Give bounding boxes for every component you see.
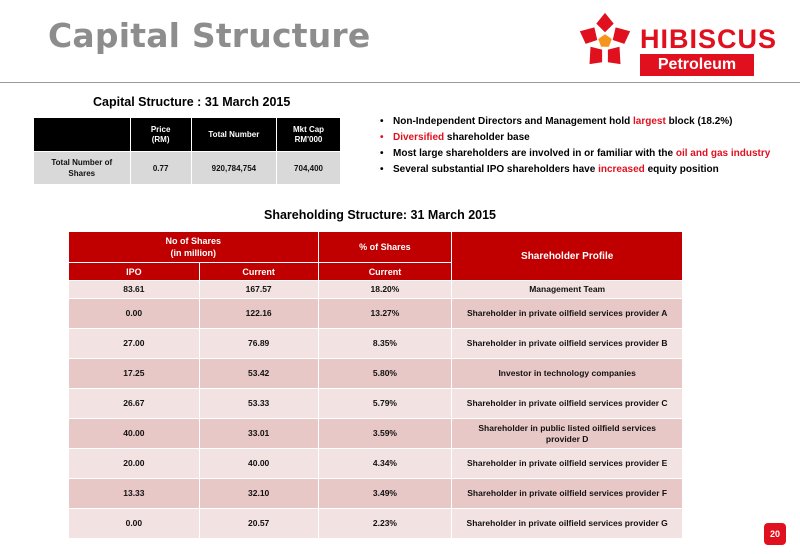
table-header-row	[69, 232, 683, 263]
table-row	[69, 509, 683, 539]
cell-current: 167.57	[199, 281, 318, 299]
table-row	[69, 389, 683, 419]
cell-pct: 4.34%	[318, 449, 452, 479]
text: block (18.2%)	[665, 116, 733, 127]
table-row	[69, 479, 683, 509]
cell-profile: Investor in technology companies	[452, 359, 683, 389]
shareholding-table	[68, 231, 683, 539]
logo-wordmark-petroleum: Petroleum	[640, 54, 754, 76]
key-points-list	[378, 114, 788, 178]
text: Non-Independent Directors and Management hold	[393, 116, 634, 127]
cell-pct: 5.79%	[318, 389, 452, 419]
logo-wordmark-hibiscus: HIBISCUS	[640, 24, 778, 54]
bullet-icon: •	[380, 164, 384, 175]
cell-profile: Shareholder in private oilfield services provider G	[452, 509, 683, 539]
bullet-icon: •	[380, 116, 384, 127]
cell-profile: Shareholder in private oilfield services provider A	[452, 299, 683, 329]
page-title: Capital Structure	[48, 16, 371, 55]
cell-ipo: 20.00	[69, 449, 200, 479]
cell-pct: 8.35%	[318, 329, 452, 359]
header-blank	[34, 118, 131, 152]
cell-ipo: 27.00	[69, 329, 200, 359]
table-row	[69, 419, 683, 449]
cell-ipo: 26.67	[69, 389, 200, 419]
header-shareholder-profile: Shareholder Profile	[452, 232, 683, 281]
cell-current: 32.10	[199, 479, 318, 509]
cell-ipo: 13.33	[69, 479, 200, 509]
cell-ipo: 17.25	[69, 359, 200, 389]
header-pct-of-shares: % of Shares	[318, 232, 452, 263]
text: Several substantial IPO shareholders have	[393, 164, 599, 175]
table-row	[34, 152, 341, 185]
cell-profile: Shareholder in private oilfield services provider E	[452, 449, 683, 479]
cell-current: 40.00	[199, 449, 318, 479]
text: shareholder base	[444, 132, 530, 143]
cell-current: 76.89	[199, 329, 318, 359]
cell-ipo: 83.61	[69, 281, 200, 299]
text: equity position	[644, 164, 719, 175]
cell-profile: Shareholder in private oilfield services provider B	[452, 329, 683, 359]
cell-pct: 3.59%	[318, 419, 452, 449]
capital-structure-table	[33, 117, 341, 185]
text: Most large shareholders are involved in or familiar with the	[393, 148, 676, 159]
hibiscus-flower-icon	[576, 10, 634, 70]
cell-pct: 5.80%	[318, 359, 452, 389]
cell-profile: Shareholder in private oilfield services provider C	[452, 389, 683, 419]
cell-current: 122.16	[199, 299, 318, 329]
list-item	[378, 162, 788, 178]
cell-profile: Shareholder in private oilfield services provider F	[452, 479, 683, 509]
capital-structure-title: Capital Structure : 31 March 2015	[93, 95, 291, 109]
cell-ipo: 40.00	[69, 419, 200, 449]
cell-current: 33.01	[199, 419, 318, 449]
cell-price: 0.77	[130, 152, 191, 185]
table-row	[69, 449, 683, 479]
table-row	[69, 281, 683, 299]
cell-profile: Shareholder in public listed oilfield services provider D	[452, 419, 683, 449]
table-header-row	[34, 118, 341, 152]
highlight: largest	[633, 116, 666, 127]
cell-pct: 18.20%	[318, 281, 452, 299]
cell-ipo: 0.00	[69, 509, 200, 539]
bullet-icon: •	[380, 148, 384, 159]
highlight: increased	[598, 164, 645, 175]
shareholding-structure-title: Shareholding Structure: 31 March 2015	[264, 208, 497, 222]
table-row	[69, 329, 683, 359]
header-price: Price (RM)	[130, 118, 191, 152]
cell-pct: 3.49%	[318, 479, 452, 509]
cell-profile: Management Team	[452, 281, 683, 299]
cell-pct: 13.27%	[318, 299, 452, 329]
page-number-badge: 20	[764, 523, 786, 545]
header-current-pct: Current	[318, 263, 452, 281]
header-no-of-shares: No of Shares (in million)	[69, 232, 319, 263]
cell-label: Total Number of Shares	[34, 152, 131, 185]
header-mkt-cap: Mkt Cap RM'000	[277, 118, 341, 152]
bullet-icon: •	[380, 132, 384, 143]
cell-ipo: 0.00	[69, 299, 200, 329]
list-item	[378, 146, 788, 162]
cell-mkt-cap: 704,400	[277, 152, 341, 185]
highlight: oil and gas industry	[675, 148, 771, 159]
cell-pct: 2.23%	[318, 509, 452, 539]
header-total-number: Total Number	[191, 118, 276, 152]
header-divider	[0, 82, 800, 83]
highlight: Diversified	[393, 132, 445, 143]
table-row	[69, 299, 683, 329]
list-item	[378, 114, 788, 130]
header-current: Current	[199, 263, 318, 281]
table-row	[69, 359, 683, 389]
hibiscus-logo	[568, 8, 778, 80]
cell-current: 53.42	[199, 359, 318, 389]
list-item	[378, 130, 788, 146]
header-ipo: IPO	[69, 263, 200, 281]
cell-current: 53.33	[199, 389, 318, 419]
cell-current: 20.57	[199, 509, 318, 539]
cell-total-number: 920,784,754	[191, 152, 276, 185]
